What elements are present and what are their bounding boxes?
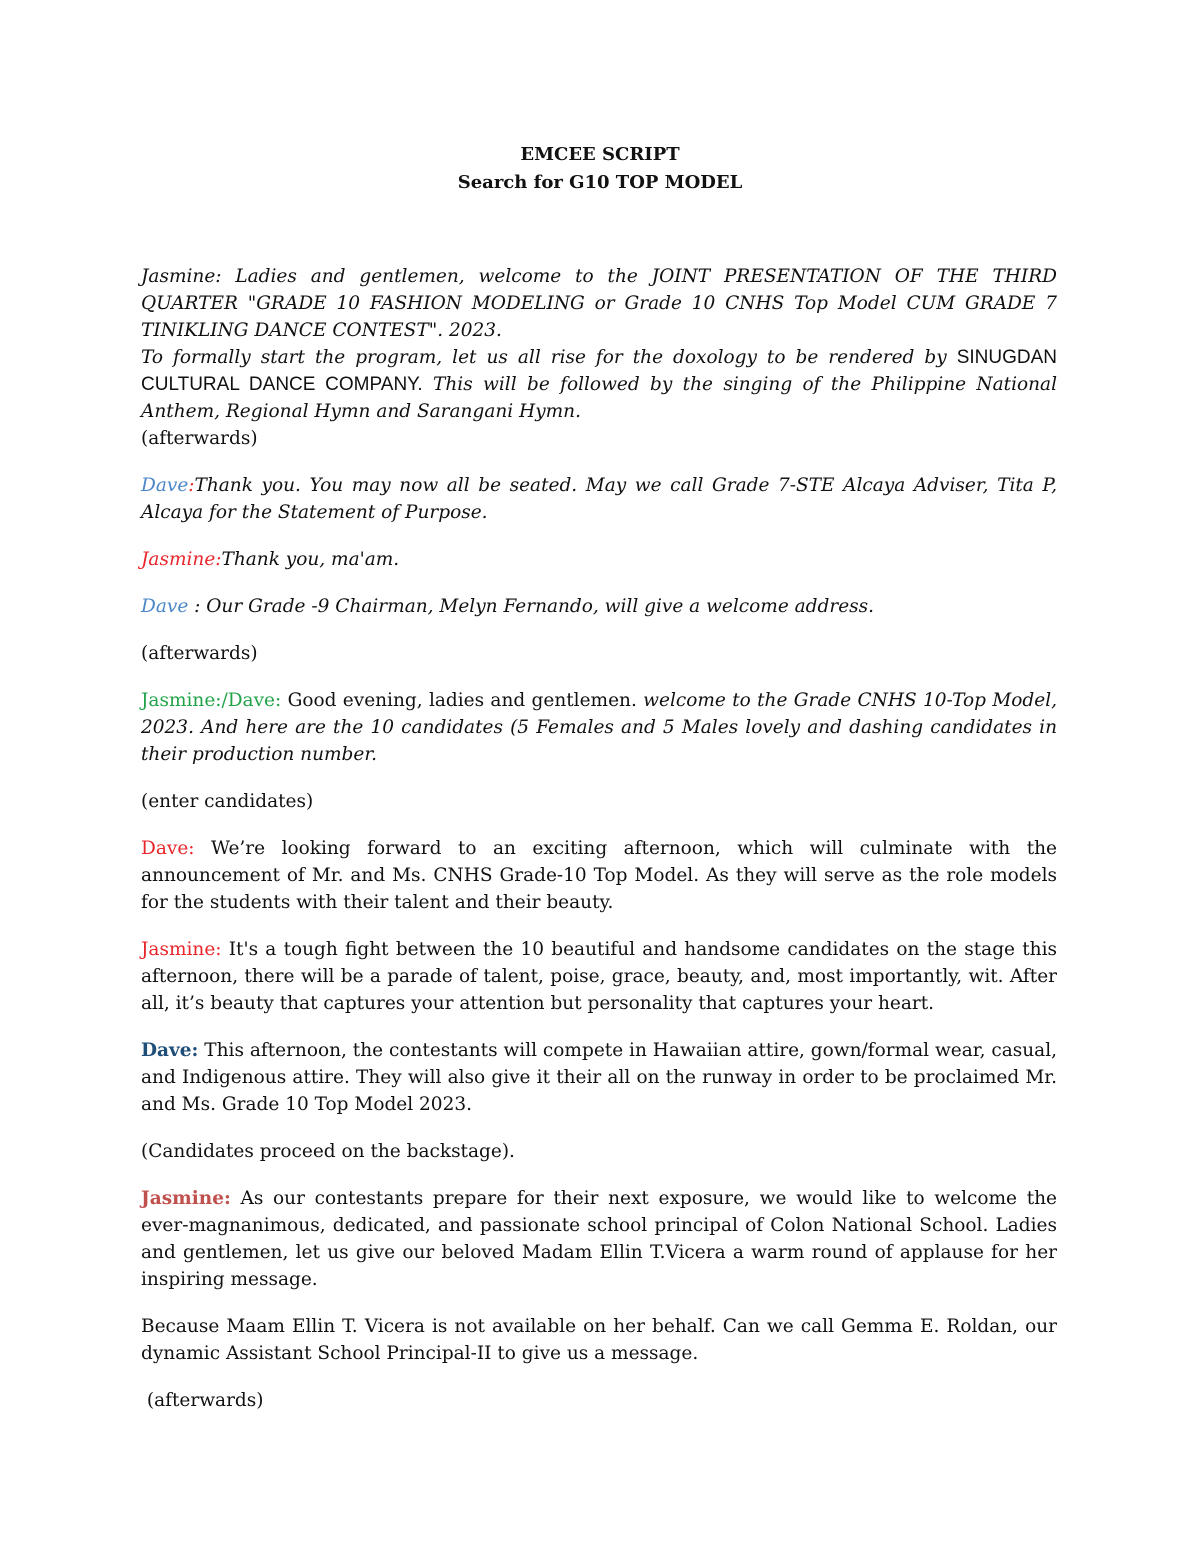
speaker-label: Jasmine:/Dave:: [141, 690, 282, 711]
dialogue-text: Thank you. You may now all be seated. May we call Grade 7-STE Alcaya Adviser, Tita P, Alcaya for the Statement of Purpose.: [141, 475, 1057, 523]
dialogue-line: [141, 1185, 1057, 1293]
opening-text-b: To formally start the program, let us all rise for the doxology to be rendered by: [141, 347, 947, 368]
dialogue-text: Thank you, ma'am.: [221, 549, 400, 570]
dialogue-line: [141, 546, 1057, 573]
speaker-label: Jasmine:: [141, 549, 222, 570]
document-title: EMCEE SCRIPT: [520, 144, 680, 165]
stage-note: (afterwards): [141, 643, 258, 664]
dialogue-text: We’re looking forward to an exciting afternoon, which will culminate with the announcement of Mr. and Ms. CNHS Grade-10 Top Model. As they will serve as the role models for the students with their talent and their beauty.: [141, 838, 1057, 913]
dialogue-line: [141, 835, 1057, 916]
speaker-label: Dave:: [141, 838, 195, 859]
dialogue-line: [141, 472, 1057, 526]
dialogue-text: Because Maam Ellin T. Vicera is not available on her behalf. Can we call Gemma E. Roldan, our dynamic Assistant School Principal-II to give us a message.: [141, 1316, 1057, 1364]
opening-text-a: Jasmine: Ladies and gentlemen, welcome to the JOINT PRESENTATION OF THE THIRD QUARTER "GRADE 10 FASHION MODELING or Grade 10 CNHS Top Model CUM GRADE 7 TINIKLING DANCE CONTEST". 2023.: [141, 266, 1057, 341]
dialogue-line: [141, 1037, 1057, 1118]
script-body: [141, 263, 1057, 1414]
dialogue-text: This afternoon, the contestants will compete in Hawaiian attire, gown/formal wear, casual, and Indigenous attire. They will also give it their all on the runway in order to be proclaimed Mr. and Ms. Grade 10 Top Model 2023.: [141, 1040, 1057, 1115]
speaker-label: Jasmine:: [141, 1188, 231, 1209]
speaker-label: Dave: [141, 596, 189, 617]
dialogue-line: [141, 1313, 1057, 1367]
dialogue-text: It's a tough fight between the 10 beautiful and handsome candidates on the stage this afternoon, there will be a parade of talent, poise, grace, beauty, and, most importantly, wit. After all, it’s beauty that captures your attention but personality that captures your heart.: [141, 939, 1057, 1014]
stage-note: (Candidates proceed on the backstage).: [141, 1141, 515, 1162]
stage-note: (afterwards): [141, 1390, 264, 1411]
document-subtitle: Search for G10 TOP MODEL: [457, 172, 743, 193]
stage-note: (afterwards): [141, 428, 258, 449]
speaker-label: Jasmine:: [141, 939, 222, 960]
stage-note: (enter candidates): [141, 791, 314, 812]
dialogue-text: As our contestants prepare for their next exposure, we would like to welcome the ever-magnanimous, dedicated, and passionate school principal of Colon National School. Ladies and gentlemen, let us give our beloved Madam Ellin T.Vicera a warm round of applause for her inspiring message.: [141, 1188, 1057, 1290]
opening-paragraph: [141, 263, 1057, 425]
speaker-label: Dave:: [141, 1040, 199, 1061]
dance-company-name: SINUGDAN CULTURAL DANCE COMPANY.: [141, 347, 1057, 395]
dialogue-line: [141, 687, 1057, 768]
speaker-label: Dave: [141, 475, 189, 496]
dialogue-text-italic: welcome to the Grade CNHS 10-Top Model, 2023. And here are the 10 candidates (5 Females and 5 Males lovely and dashing candidates in their production number.: [141, 690, 1057, 765]
dialogue-line: [141, 936, 1057, 1017]
dialogue-text: Good evening, ladies and gentlemen.: [281, 690, 644, 711]
dialogue-line: [141, 593, 1057, 620]
dialogue-text: : Our Grade -9 Chairman, Melyn Fernando, will give a welcome address.: [188, 596, 875, 617]
speaker-colon: :: [188, 475, 195, 496]
opening-text-d: This will be followed by the singing of the Philippine National Anthem, Regional Hymn and Sarangani Hymn.: [141, 374, 1057, 422]
